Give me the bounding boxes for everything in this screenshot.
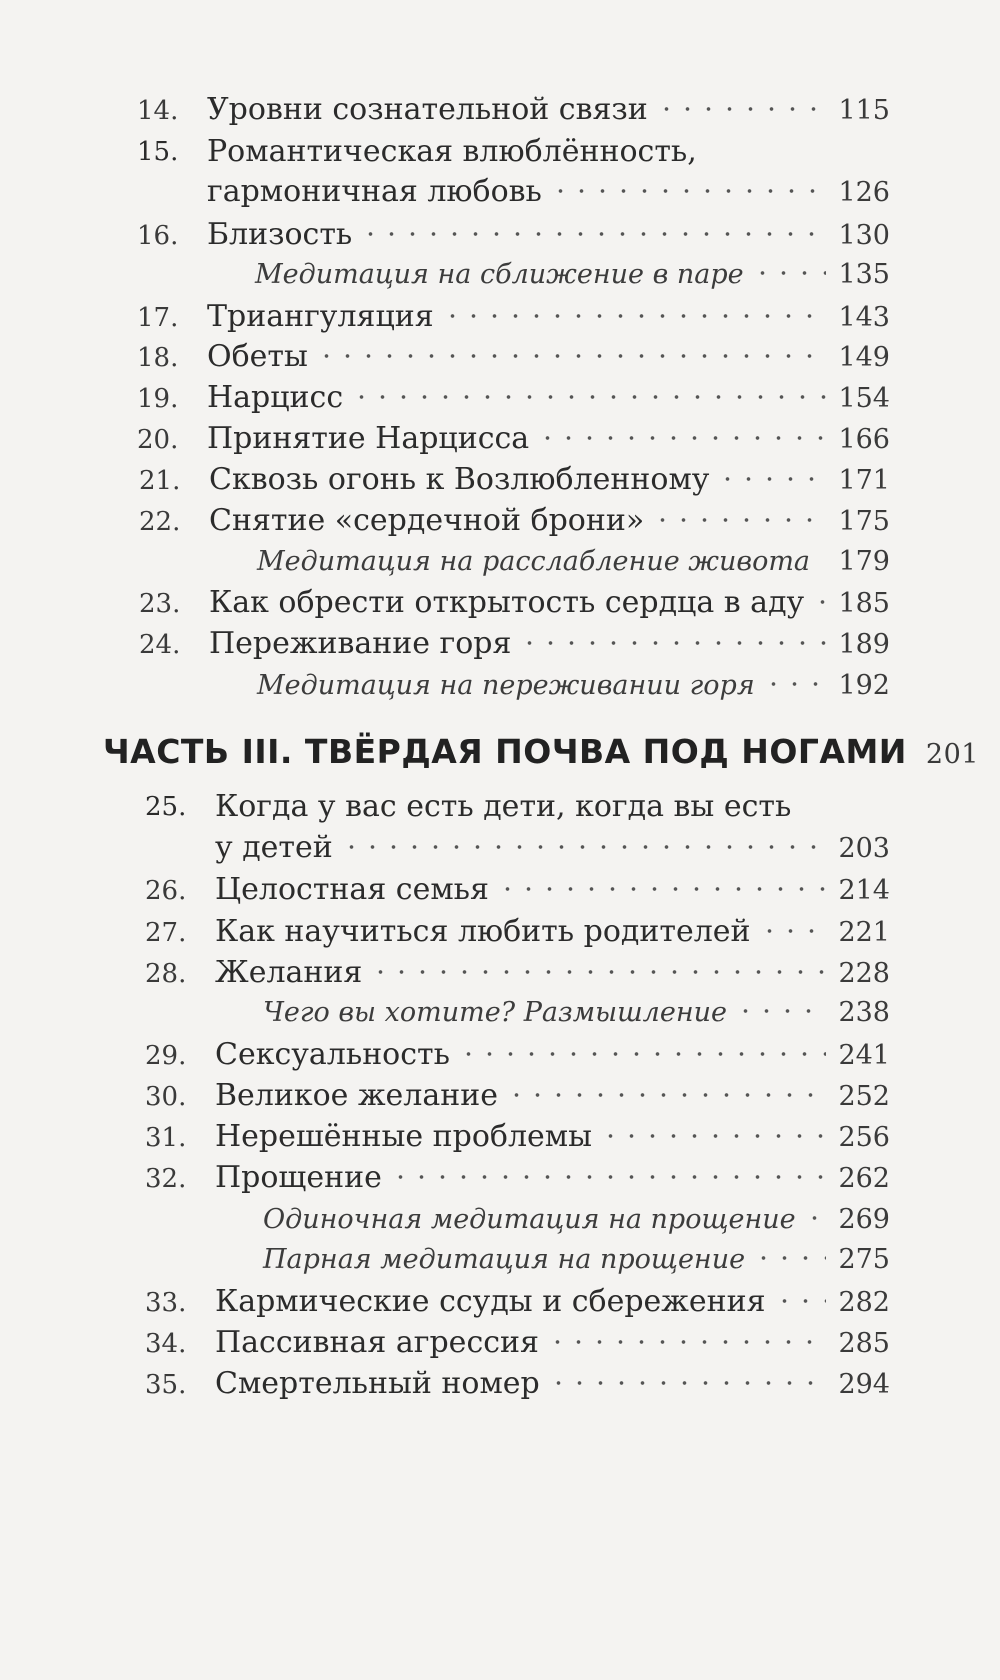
toc-entry[interactable] [145, 1076, 890, 1117]
toc-entry-title: Нарцисс [207, 380, 344, 415]
dot-leader [812, 592, 826, 612]
toc-entry-number: 16. [137, 221, 179, 251]
toc-entry-title: Великое желание [215, 1078, 498, 1113]
toc-page-number: 241 [838, 1040, 890, 1071]
dot-leader [717, 469, 826, 489]
toc-page-number: 126 [838, 177, 890, 208]
toc-entry-title: Медитация на сближение в паре [255, 259, 744, 290]
dot-leader [519, 633, 826, 653]
toc-entry[interactable] [139, 624, 890, 665]
toc-entry-title: Нерешённые проблемы [215, 1119, 593, 1154]
toc-subentry[interactable] [139, 542, 890, 582]
toc-subentry[interactable] [137, 255, 890, 295]
toc-entry-title: Кармические ссуды и сбережения [215, 1284, 766, 1319]
toc-page-number: 203 [838, 833, 890, 864]
dot-leader [537, 428, 826, 448]
toc-entry-title: Желания [215, 955, 363, 990]
toc-entry-number: 23. [139, 589, 181, 619]
dot-leader [818, 550, 826, 570]
toc-entry-title: Сексуальность [215, 1037, 450, 1072]
toc-page-number: 256 [838, 1122, 890, 1153]
toc-entry[interactable] [137, 337, 890, 378]
dot-leader [316, 346, 826, 366]
toc-page-number: 285 [838, 1328, 890, 1359]
toc-entry-title: Медитация на расслабление живота [257, 546, 811, 577]
toc-entry[interactable] [145, 1364, 890, 1405]
toc-entry-number: 14. [137, 96, 179, 126]
toc-page-number: 130 [838, 220, 890, 251]
toc-entry[interactable] [137, 172, 890, 213]
toc-page-number: 175 [838, 506, 890, 537]
toc-entry-title: Сквозь огонь к Возлюбленному [209, 462, 710, 497]
toc-page-number: 262 [838, 1163, 890, 1194]
toc-entry-title: Прощение [215, 1160, 382, 1195]
toc-page-number: 185 [838, 588, 890, 619]
toc-entry-number: 30. [145, 1082, 187, 1112]
toc-entry-title: Переживание горя [209, 626, 512, 661]
toc-page-number: 294 [838, 1369, 890, 1400]
toc-entry-number: 27. [145, 918, 187, 948]
toc-entry-number: 35. [145, 1370, 187, 1400]
dot-leader [753, 1248, 826, 1268]
toc-entry-title: Пассивная агрессия [215, 1325, 539, 1360]
toc-entry[interactable] [145, 1035, 890, 1076]
toc-entry[interactable] [137, 90, 890, 131]
part-page-number: 201 [925, 739, 979, 770]
part-title: ЧАСТЬ III. ТВЁРДАЯ ПОЧВА ПОД НОГАМИ [103, 732, 907, 771]
toc-entry-number: 21. [139, 466, 181, 496]
dot-leader [735, 1001, 826, 1021]
toc-entry[interactable] [139, 501, 890, 542]
toc-entry-title: Парная медитация на прощение [263, 1244, 746, 1275]
toc-subentry[interactable] [145, 1200, 890, 1240]
toc-page-number: 115 [838, 95, 890, 126]
toc-entry[interactable] [145, 1117, 890, 1158]
toc-entry-number: 28. [145, 959, 187, 989]
toc-page-number: 238 [838, 997, 890, 1028]
toc-page-number: 143 [838, 302, 890, 333]
toc-entry-number: 18. [137, 343, 179, 373]
toc-entry[interactable] [145, 870, 890, 911]
toc-entry-number: 32. [145, 1164, 187, 1194]
toc-entry-title-line1: Когда у вас есть дети, когда вы есть [215, 789, 792, 824]
dot-leader [390, 1167, 826, 1187]
toc-page-number: 192 [838, 670, 890, 701]
toc-entry-title: Чего вы хотите? Размышление [263, 997, 727, 1028]
toc-entry-title-line1: Романтическая влюблённость, [207, 134, 697, 169]
toc-page-number: 221 [838, 917, 890, 948]
toc-entry-number: 34. [145, 1329, 187, 1359]
dot-leader [458, 1044, 826, 1064]
toc-page-number: 171 [838, 465, 890, 496]
dot-leader [774, 1291, 826, 1311]
toc-entry[interactable] [139, 460, 890, 501]
toc-page-number: 252 [838, 1081, 890, 1112]
toc-page-number: 154 [838, 383, 890, 414]
toc-entry[interactable] [137, 419, 890, 460]
toc-entry[interactable] [145, 953, 890, 994]
toc-page-number: 275 [838, 1244, 890, 1275]
toc-entry-title: Смертельный номер [215, 1366, 540, 1401]
toc-entry-title: Уровни сознательной связи [207, 92, 648, 127]
toc-entry-number: 33. [145, 1288, 187, 1318]
toc-page-number: 149 [838, 342, 890, 373]
toc-page-number: 179 [838, 546, 890, 577]
dot-leader [497, 879, 826, 899]
toc-entry-number: 25. [145, 792, 187, 822]
dot-leader [442, 306, 826, 326]
toc-entry-number: 22. [139, 507, 181, 537]
toc-part-heading[interactable] [103, 730, 979, 777]
toc-page-number: 282 [838, 1287, 890, 1318]
dot-leader [360, 224, 826, 244]
toc-entry-number: 20. [137, 425, 179, 455]
toc-entry-number: 31. [145, 1123, 187, 1153]
dot-leader [763, 674, 826, 694]
toc-entry-number: 19. [137, 384, 179, 414]
dot-leader [652, 510, 826, 530]
dot-leader [656, 99, 826, 119]
dot-leader [341, 837, 826, 857]
toc-entry[interactable] [145, 912, 890, 953]
toc-entry-number: 26. [145, 876, 187, 906]
dot-leader [600, 1126, 826, 1146]
toc-page-number: 214 [838, 875, 890, 906]
toc-entry[interactable] [139, 583, 890, 624]
toc-entry-title: Триангуляция [207, 299, 434, 334]
toc-page-number: 269 [838, 1204, 890, 1235]
toc-entry-title: у детей [215, 830, 333, 865]
dot-leader [351, 387, 826, 407]
toc-entry-title: Близость [207, 217, 353, 252]
dot-leader [804, 1208, 826, 1228]
toc-entry-number: 24. [139, 630, 181, 660]
toc-subentry[interactable] [139, 666, 890, 706]
toc-page-number: 189 [838, 629, 890, 660]
dot-leader [506, 1085, 826, 1105]
toc-entry[interactable] [145, 828, 890, 869]
toc-entry-title: Одиночная медитация на прощение [263, 1204, 796, 1235]
toc-entry-title: Как обрести открытость сердца в аду [209, 585, 805, 620]
toc-entry[interactable] [137, 215, 890, 256]
toc-entry[interactable] [137, 297, 890, 338]
toc-entry[interactable] [145, 1282, 890, 1323]
dot-leader [370, 962, 826, 982]
dot-leader [752, 263, 826, 283]
toc-subentry[interactable] [145, 993, 890, 1033]
toc-entry-title: Целостная семья [215, 872, 489, 907]
dot-leader [548, 1373, 826, 1393]
toc-page-number: 228 [838, 958, 890, 989]
toc-entry[interactable] [137, 378, 890, 419]
toc-entry-title: гармоничная любовь [207, 174, 542, 209]
toc-entry-number: 29. [145, 1041, 187, 1071]
toc-entry-title: Как научиться любить родителей [215, 914, 751, 949]
toc-entry[interactable] [145, 1323, 890, 1364]
toc-entry-title: Медитация на переживании горя [257, 670, 755, 701]
toc-entry-title: Принятие Нарцисса [207, 421, 530, 456]
toc-entry-number: 17. [137, 303, 179, 333]
toc-page-number: 166 [838, 424, 890, 455]
toc-entry-number: 15. [137, 137, 179, 167]
dot-leader [550, 181, 826, 201]
toc-subentry[interactable] [145, 1240, 890, 1280]
toc-entry-title: Обеты [207, 339, 308, 374]
toc-entry-title: Снятие «сердечной брони» [209, 503, 645, 538]
dot-leader [547, 1332, 826, 1352]
toc-page-number: 135 [838, 259, 890, 290]
toc-entry[interactable] [145, 1158, 890, 1199]
dot-leader [759, 921, 826, 941]
